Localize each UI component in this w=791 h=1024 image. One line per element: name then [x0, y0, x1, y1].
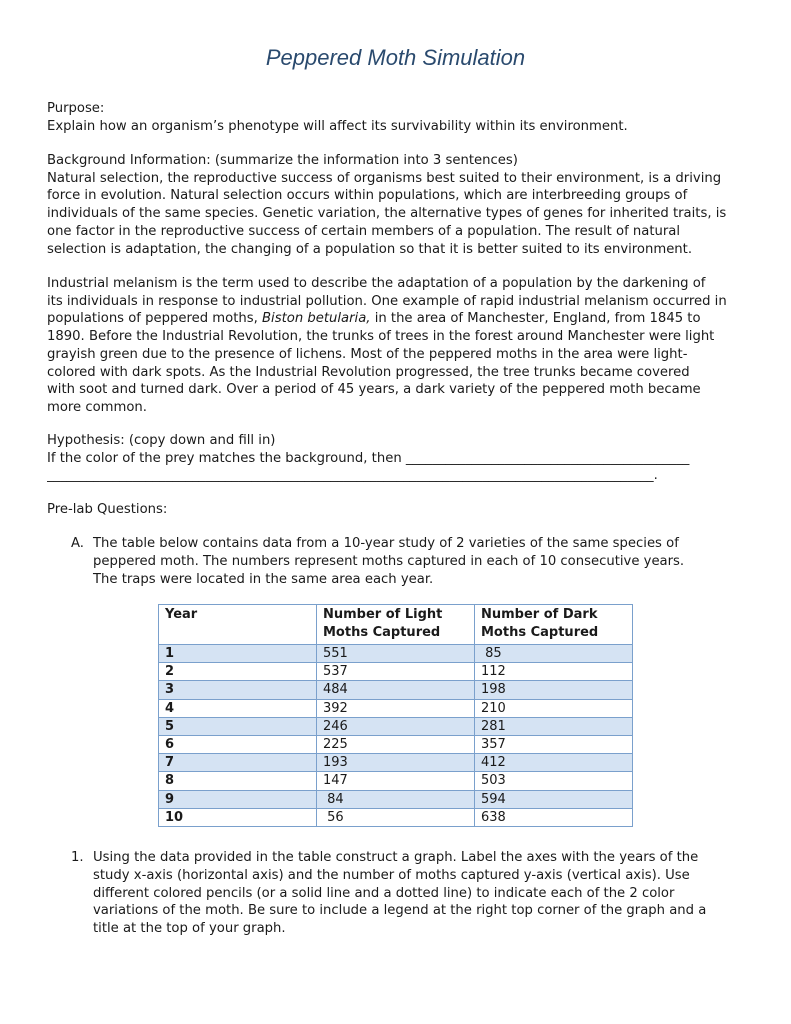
cell-year: 7	[159, 754, 317, 772]
melanism-line: more common.	[47, 399, 147, 415]
cell-dark: 638	[475, 808, 633, 826]
cell-dark: 85	[475, 645, 633, 663]
cell-dark: 281	[475, 717, 633, 735]
question-1	[71, 849, 751, 938]
species-name: Biston betularia,	[262, 311, 371, 327]
question-1-line: study x-axis (horizontal axis) and the number of moths captured y-axis (vertical axis). Use	[93, 867, 690, 883]
cell-light: 537	[317, 663, 475, 681]
table-row	[159, 717, 633, 735]
background-line: selection is adaptation, the changing of a population so that it is better suited to its environment.	[47, 241, 693, 257]
background-heading: Background Information: (summarize the information into 3 sentences)	[47, 153, 518, 168]
cell-year: 2	[159, 663, 317, 681]
cell-year: 4	[159, 699, 317, 717]
background-line: force in evolution. Natural selection occurs within populations, which are interbreeding groups of	[47, 188, 688, 204]
table-row	[159, 772, 633, 790]
question-a-line: peppered moth. The numbers represent moths captured in each of 10 consecutive years.	[93, 553, 685, 569]
table-row	[159, 790, 633, 808]
table-row	[159, 681, 633, 699]
cell-dark: 594	[475, 790, 633, 808]
hypothesis-section	[47, 432, 747, 485]
cell-year: 8	[159, 772, 317, 790]
prelab-heading: Pre-lab Questions:	[47, 502, 168, 517]
melanism-text: populations of peppered moths,	[47, 311, 262, 327]
question-a	[71, 535, 751, 588]
cell-dark: 198	[475, 681, 633, 699]
question-1-line: title at the top of your graph.	[93, 921, 286, 937]
prelab-section	[47, 501, 747, 519]
melanism-line: Industrial melanism is the term used to describe the adaptation of a population by the darkening of	[47, 276, 706, 291]
cell-light: 84	[317, 790, 475, 808]
hypothesis-fill-line[interactable]: ____________________________________________________________________________________________.	[47, 468, 658, 484]
cell-year: 9	[159, 790, 317, 808]
question-a-line: The traps were located in the same area each year.	[93, 571, 434, 587]
cell-year: 1	[159, 645, 317, 663]
cell-light: 56	[317, 808, 475, 826]
cell-light: 225	[317, 736, 475, 754]
table-row	[159, 699, 633, 717]
cell-dark: 503	[475, 772, 633, 790]
melanism-line: colored with dark spots. As the Industrial Revolution progressed, the tree trunks became covered	[47, 364, 690, 380]
cell-year: 6	[159, 736, 317, 754]
cell-light: 246	[317, 717, 475, 735]
purpose-text: Explain how an organism’s phenotype will affect its survivability within its environment.	[47, 118, 628, 134]
cell-year: 10	[159, 808, 317, 826]
melanism-section	[47, 275, 747, 417]
cell-light: 193	[317, 754, 475, 772]
purpose-section	[47, 100, 747, 135]
cell-dark: 357	[475, 736, 633, 754]
background-section	[47, 152, 747, 258]
melanism-text: in the area of Manchester, England, from 1845 to	[370, 311, 701, 327]
melanism-line	[47, 310, 747, 328]
melanism-line: its individuals in response to industrial pollution. One example of rapid industrial melanism occurred in	[47, 293, 727, 309]
cell-light: 484	[317, 681, 475, 699]
question-1-marker: 1.	[71, 850, 84, 865]
cell-light: 147	[317, 772, 475, 790]
header-light-moths: Number of Light Moths Captured	[317, 605, 475, 645]
purpose-heading: Purpose:	[47, 101, 105, 116]
header-year: Year	[159, 605, 317, 645]
table-header-row	[159, 605, 633, 645]
question-a-marker: A.	[71, 536, 84, 551]
question-1-line: variations of the moth. Be sure to include a legend at the right top corner of the graph and a	[93, 903, 707, 919]
hypothesis-heading: Hypothesis: (copy down and fill in)	[47, 433, 276, 448]
question-1-line: Using the data provided in the table construct a graph. Label the axes with the years of the	[93, 850, 699, 865]
table-row	[159, 808, 633, 826]
cell-dark: 210	[475, 699, 633, 717]
cell-light: 392	[317, 699, 475, 717]
background-line: one factor in the reproductive success of certain members of a population. The result of natural	[47, 223, 681, 239]
background-line: Natural selection, the reproductive success of organisms best suited to their environment, is a driving	[47, 170, 722, 186]
table-row	[159, 663, 633, 681]
moth-data-table	[158, 604, 633, 827]
question-1-line: different colored pencils (or a solid line and a dotted line) to indicate each of the 2 color	[93, 885, 675, 901]
melanism-line: grayish green due to the presence of lichens. Most of the peppered moths in the area were light-	[47, 346, 688, 362]
page-title: Peppered Moth Simulation	[265, 45, 526, 70]
cell-year: 3	[159, 681, 317, 699]
cell-dark: 412	[475, 754, 633, 772]
header-dark-moths: Number of Dark Moths Captured	[475, 605, 633, 645]
background-line: individuals of the same species. Genetic variation, the alternative types of genes for inherited traits, is	[47, 206, 727, 222]
cell-year: 5	[159, 717, 317, 735]
table-row	[159, 736, 633, 754]
question-a-line: The table below contains data from a 10-year study of 2 varieties of the same species of	[93, 536, 679, 551]
table-row	[159, 754, 633, 772]
table-row	[159, 645, 633, 663]
cell-light: 551	[317, 645, 475, 663]
melanism-line: 1890. Before the Industrial Revolution, the trunks of trees in the forest around Manchester were light	[47, 329, 715, 345]
hypothesis-fill-line[interactable]: If the color of the prey matches the background, then ___________________________________________	[47, 450, 690, 466]
melanism-line: with soot and turned dark. Over a period of 45 years, a dark variety of the peppered moth became	[47, 382, 701, 398]
cell-dark: 112	[475, 663, 633, 681]
